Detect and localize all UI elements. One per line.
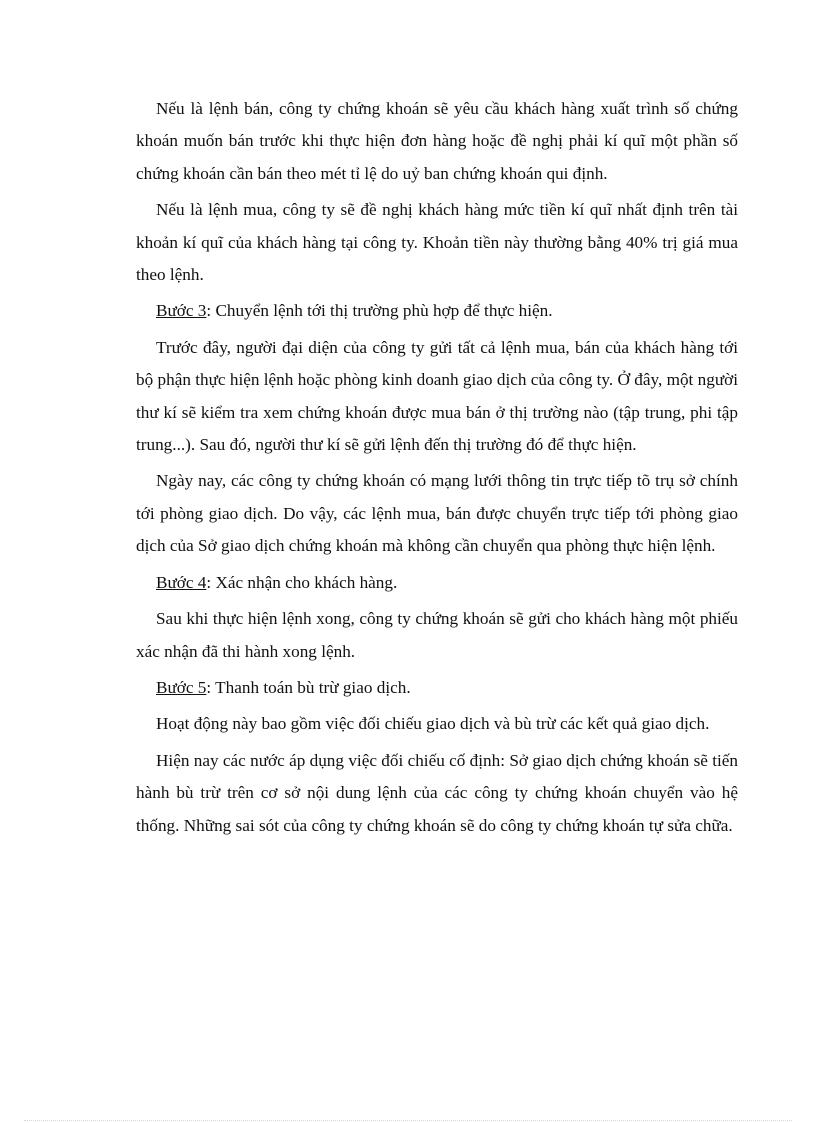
step-3-text: : Chuyển lệnh tới thị trường phù hợp để thực hiện. [206,301,553,321]
step-5-heading [136,672,738,704]
step-4-label: Bước 4 [156,572,207,592]
step-5-label: Bước 5 [156,677,207,697]
paragraph-current-practice: Hiện nay các nước áp dụng việc đối chiếu cố định: Sở giao dịch chứng khoán sẽ tiến hành bù trừ trên cơ sở nội dung lệnh của các công ty chứng khoán chuyển vào hệ thống. Những sai sót của công ty chứng khoán sẽ do công ty chứng khoán tự sửa chữa. [136,750,738,835]
page-bottom-divider [24,1120,792,1121]
paragraph-previously: Trước đây, người đại diện của công ty gửi tất cả lệnh mua, bán của khách hàng tới bộ phận thực hiện lệnh hoặc phòng kinh doanh giao dịch của công ty. Ở đây, một người thư kí sẽ kiểm tra xem chứng khoán được mua bán ở thị trường nào (tập trung, phi tập trung...). Sau đó, người thư kí sẽ gửi lệnh đến thị trường đó để thực hiện. [136,337,738,455]
document-page [136,93,738,846]
step-3-heading [136,295,738,327]
paragraph-buy-order: Nếu là lệnh mua, công ty sẽ đề nghị khách hàng mức tiền kí quĩ nhất định trên tài khoản kí quĩ của khách hàng tại công ty. Khoản tiền này thường bằng 40% trị giá mua theo lệnh. [136,200,738,285]
step-4-heading [136,567,738,599]
paragraph-sell-order: Nếu là lệnh bán, công ty chứng khoán sẽ yêu cầu khách hàng xuất trình số chứng khoán muốn bán trước khi thực hiện đơn hàng hoặc đề nghị phải kí quĩ một phần số chứng khoán cần bán theo mét tỉ lệ do uỷ ban chứng khoán qui định. [136,99,738,183]
step-3-label: Bước 3 [156,301,207,321]
paragraph-nowadays: Ngày nay, các công ty chứng khoán có mạng lưới thông tin trực tiếp tõ trụ sở chính tới phòng giao dịch. Do vậy, các lệnh mua, bán được chuyển trực tiếp tới phòng giao dịch của Sở giao dịch chứng khoán mà không cần chuyển qua phòng thực hiện lệnh. [136,471,738,556]
step-4-text: : Xác nhận cho khách hàng. [206,572,398,592]
paragraph-confirmation: Sau khi thực hiện lệnh xong, công ty chứng khoán sẽ gửi cho khách hàng một phiếu xác nhận đã thi hành xong lệnh. [136,609,738,661]
step-5-text: : Thanh toán bù trừ giao dịch. [206,677,411,697]
paragraph-clearing-activity: Hoạt động này bao gồm việc đối chiếu giao dịch và bù trừ các kết quả giao dịch. [156,714,710,734]
